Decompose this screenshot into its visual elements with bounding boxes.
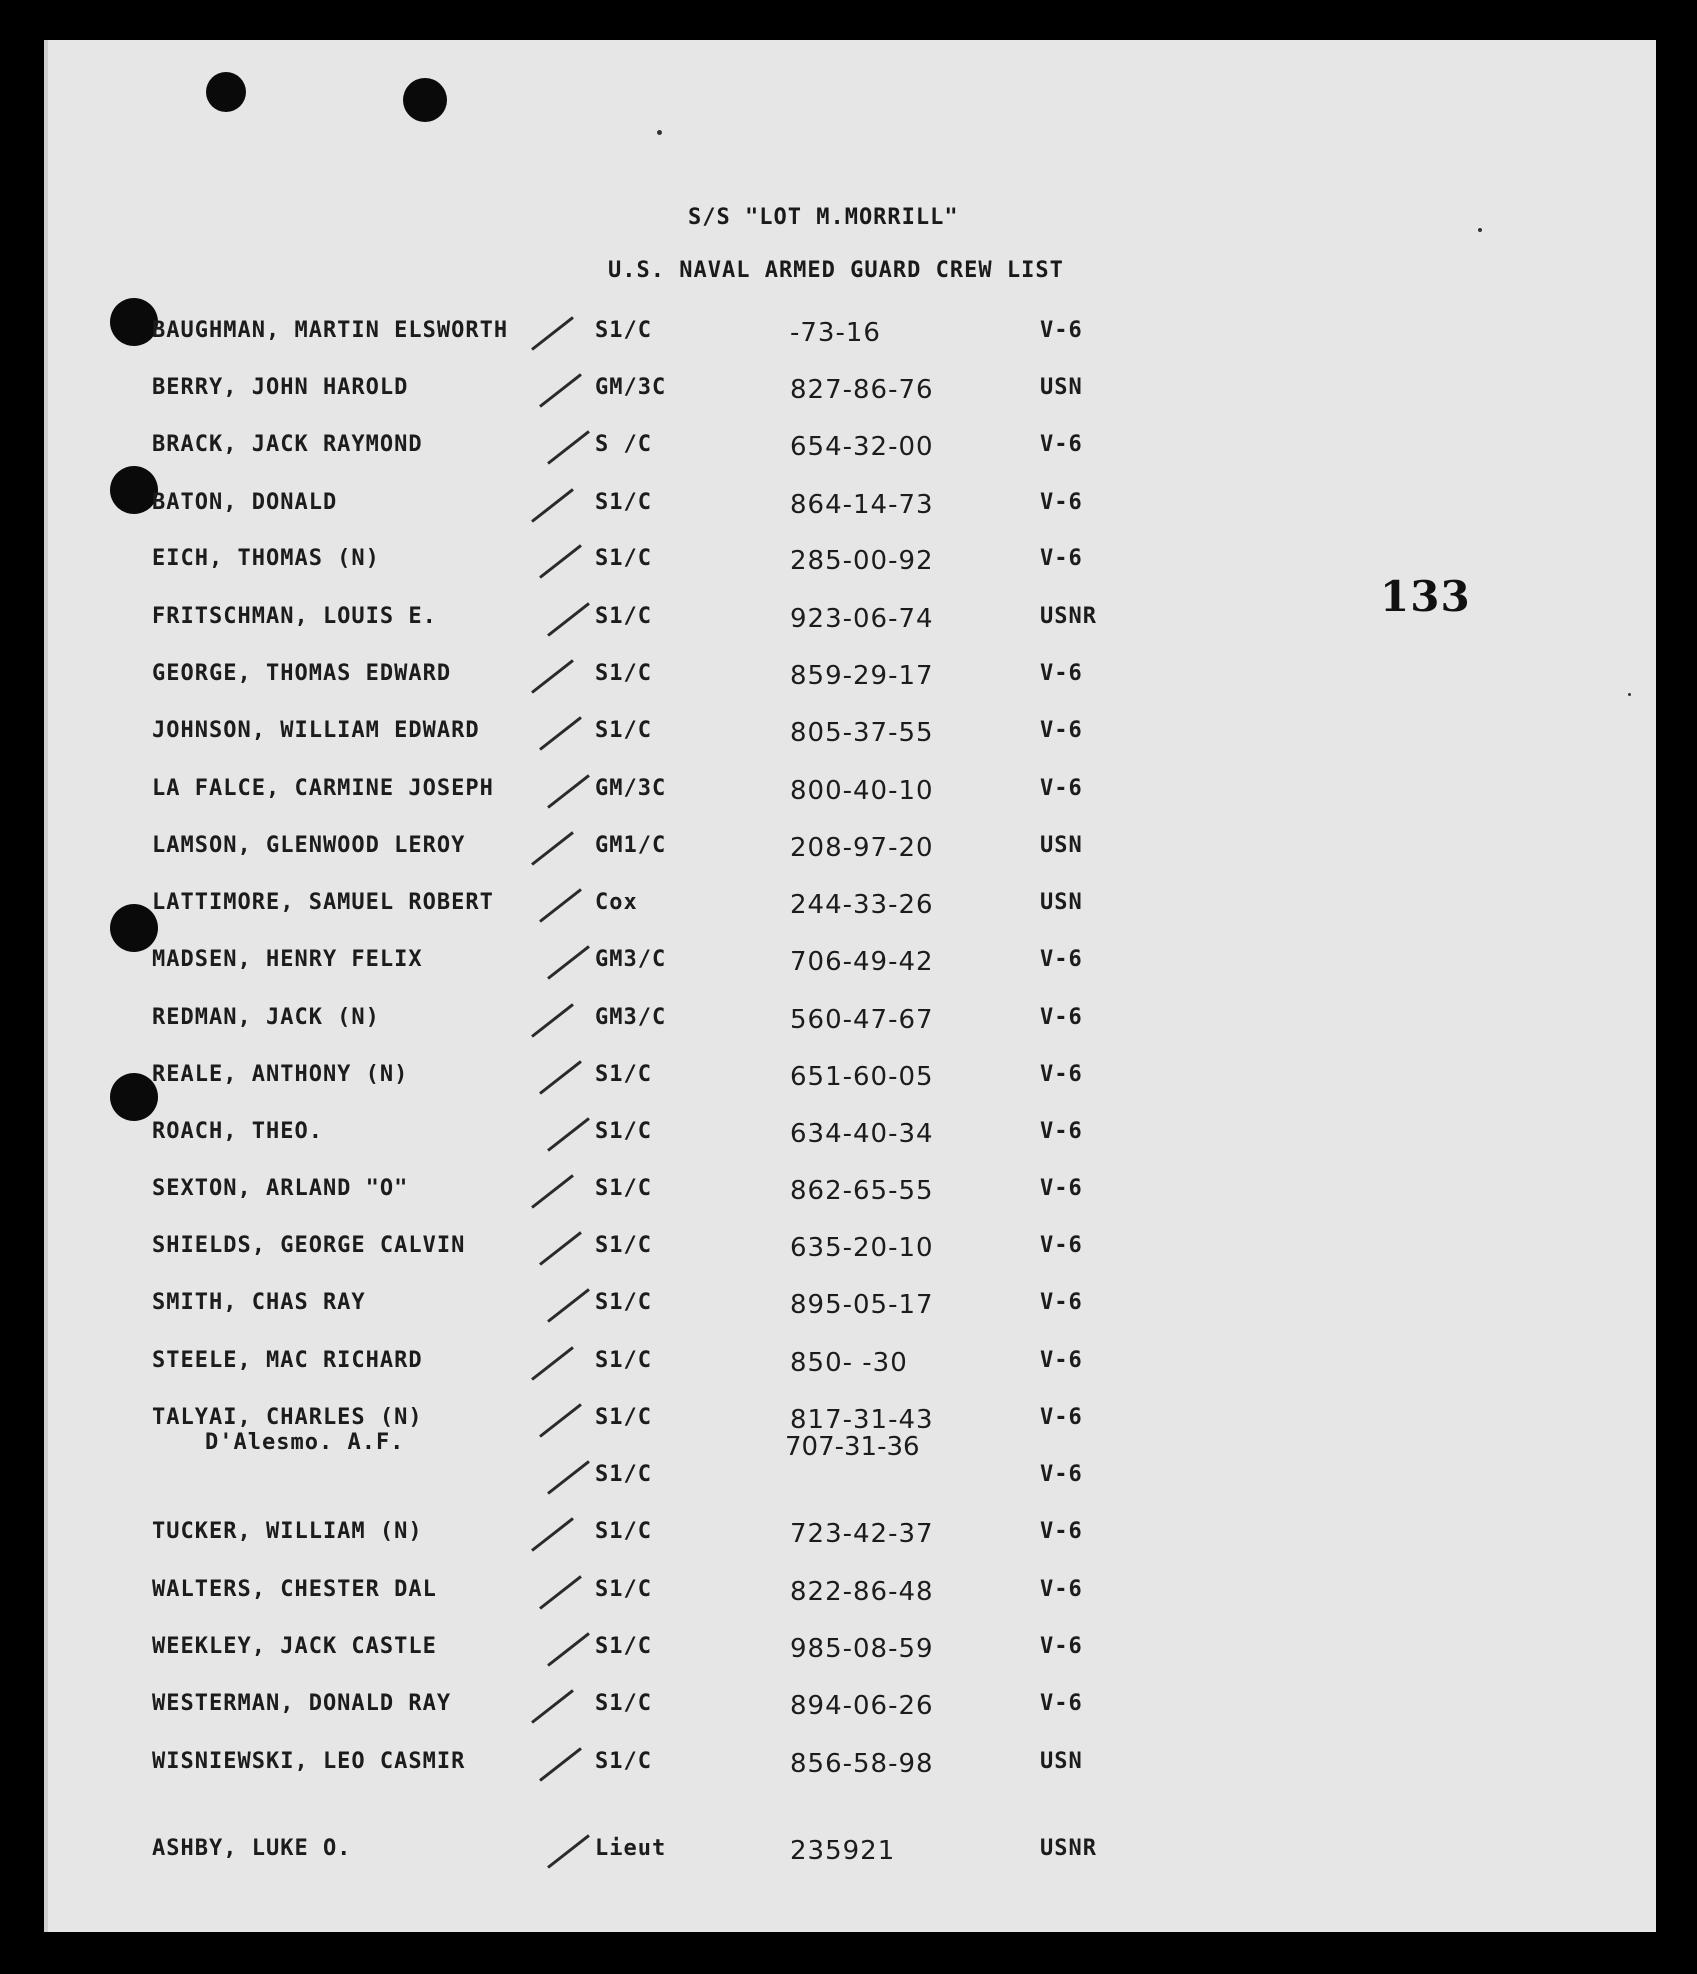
crew-service-number: 635-20-10 — [790, 1233, 934, 1263]
crew-status: V-6 — [1040, 947, 1083, 972]
crew-name: BRACK, JACK RAYMOND — [152, 432, 423, 457]
crew-row — [0, 833, 1697, 873]
crew-service-number: 822-86-48 — [790, 1577, 934, 1607]
crew-status: USN — [1040, 890, 1083, 915]
crew-row — [0, 1176, 1697, 1216]
crew-service-number: 850- -30 — [790, 1348, 908, 1378]
speck — [657, 130, 662, 135]
crew-service-number: 208-97-20 — [790, 833, 934, 863]
crew-name: TUCKER, WILLIAM (N) — [152, 1519, 423, 1544]
crew-rate: GM3/C — [595, 1005, 667, 1030]
crew-status: V-6 — [1040, 661, 1083, 686]
crew-name: WALTERS, CHESTER DAL — [152, 1577, 437, 1602]
crew-rate: S1/C — [595, 661, 652, 686]
crew-row — [0, 604, 1697, 644]
crew-row — [0, 1062, 1697, 1102]
crew-row — [0, 776, 1697, 816]
crew-row — [0, 661, 1697, 701]
handwritten-insertion-name: D'Alesmo. A.F. — [205, 1430, 405, 1455]
crew-rate: S1/C — [595, 1749, 652, 1774]
check-mark-icon — [539, 1575, 582, 1609]
crew-name: MADSEN, HENRY FELIX — [152, 947, 423, 972]
check-mark-icon — [547, 774, 590, 808]
crew-rate: Lieut — [595, 1836, 667, 1861]
check-mark-icon — [531, 659, 574, 693]
crew-row — [0, 1290, 1697, 1330]
handwritten-insertion-service-number: 707-31-36 — [785, 1432, 920, 1462]
check-mark-icon — [547, 1117, 590, 1151]
crew-status: V-6 — [1040, 1005, 1083, 1030]
check-mark-icon — [547, 1632, 590, 1666]
crew-name: ROACH, THEO. — [152, 1119, 323, 1144]
crew-name: SMITH, CHAS RAY — [152, 1290, 366, 1315]
crew-status: USNR — [1040, 604, 1097, 629]
crew-name: SHIELDS, GEORGE CALVIN — [152, 1233, 466, 1258]
crew-service-number: 817-31-43 — [790, 1405, 934, 1435]
crew-service-number: 244-33-26 — [790, 890, 934, 920]
crew-row — [0, 1348, 1697, 1388]
crew-rate: S1/C — [595, 1290, 652, 1315]
crew-status: V-6 — [1040, 1462, 1083, 1487]
check-mark-icon — [539, 373, 582, 407]
crew-rate: S1/C — [595, 1577, 652, 1602]
crew-name: WESTERMAN, DONALD RAY — [152, 1691, 452, 1716]
crew-rate: GM/3C — [595, 375, 667, 400]
crew-name: ASHBY, LUKE O. — [152, 1836, 352, 1861]
crew-status: V-6 — [1040, 1233, 1083, 1258]
crew-status: V-6 — [1040, 718, 1083, 743]
check-mark-icon — [531, 1174, 574, 1208]
crew-rate: S1/C — [595, 1119, 652, 1144]
crew-status: V-6 — [1040, 432, 1083, 457]
punch-hole — [206, 72, 246, 112]
crew-status: USN — [1040, 375, 1083, 400]
check-mark-icon — [547, 430, 590, 464]
crew-name: GEORGE, THOMAS EDWARD — [152, 661, 452, 686]
crew-rate: S1/C — [595, 1462, 652, 1487]
check-mark-icon — [539, 1231, 582, 1265]
crew-service-number: 923-06-74 — [790, 604, 934, 634]
crew-rate: S1/C — [595, 1634, 652, 1659]
crew-service-number: 654-32-00 — [790, 432, 934, 462]
ship-title: S/S "LOT M.MORRILL" — [688, 205, 959, 230]
page-number: 133 — [1380, 572, 1471, 621]
crew-service-number: 235921 — [790, 1836, 896, 1866]
crew-row — [0, 1749, 1697, 1789]
check-mark-icon — [539, 888, 582, 922]
crew-name: LAMSON, GLENWOOD LEROY — [152, 833, 466, 858]
crew-service-number: 985-08-59 — [790, 1634, 934, 1664]
check-mark-icon — [531, 1346, 574, 1380]
crew-service-number: 800-40-10 — [790, 776, 934, 806]
crew-rate: S1/C — [595, 490, 652, 515]
crew-rate: S1/C — [595, 1176, 652, 1201]
crew-name: BAUGHMAN, MARTIN ELSWORTH — [152, 318, 509, 343]
crew-row — [0, 375, 1697, 415]
crew-row — [0, 318, 1697, 358]
crew-row — [0, 890, 1697, 930]
list-subtitle: U.S. NAVAL ARMED GUARD CREW LIST — [608, 258, 1064, 283]
crew-rate: Cox — [595, 890, 638, 915]
crew-row — [0, 1836, 1697, 1876]
crew-service-number: 859-29-17 — [790, 661, 934, 691]
crew-name: BERRY, JOHN HAROLD — [152, 375, 409, 400]
crew-name: TALYAI, CHARLES (N) — [152, 1405, 423, 1430]
crew-service-number: 560-47-67 — [790, 1005, 934, 1035]
check-mark-icon — [531, 316, 574, 350]
crew-name: JOHNSON, WILLIAM EDWARD — [152, 718, 480, 743]
crew-name: REALE, ANTHONY (N) — [152, 1062, 409, 1087]
crew-rate: S1/C — [595, 318, 652, 343]
crew-rate: S1/C — [595, 1691, 652, 1716]
crew-status: V-6 — [1040, 1348, 1083, 1373]
crew-service-number: 894-06-26 — [790, 1691, 934, 1721]
check-mark-icon — [539, 1060, 582, 1094]
crew-row — [0, 947, 1697, 987]
check-mark-icon — [547, 1288, 590, 1322]
crew-rate: S1/C — [595, 1233, 652, 1258]
crew-rate: GM3/C — [595, 947, 667, 972]
crew-rate: S1/C — [595, 718, 652, 743]
crew-service-number: 723-42-37 — [790, 1519, 934, 1549]
check-mark-icon — [531, 831, 574, 865]
crew-status: V-6 — [1040, 1176, 1083, 1201]
crew-row — [0, 1119, 1697, 1159]
crew-status: V-6 — [1040, 490, 1083, 515]
crew-service-number: 862-65-55 — [790, 1176, 934, 1206]
crew-row — [0, 490, 1697, 530]
crew-row — [0, 1005, 1697, 1045]
crew-status: V-6 — [1040, 1577, 1083, 1602]
crew-status: V-6 — [1040, 318, 1083, 343]
crew-row — [0, 546, 1697, 586]
crew-service-number: 895-05-17 — [790, 1290, 934, 1320]
crew-row — [0, 1462, 1697, 1502]
crew-name: BATON, DONALD — [152, 490, 338, 515]
crew-service-number: 634-40-34 — [790, 1119, 934, 1149]
crew-rate: S1/C — [595, 1519, 652, 1544]
crew-name: WEEKLEY, JACK CASTLE — [152, 1634, 437, 1659]
crew-row — [0, 1577, 1697, 1617]
check-mark-icon — [531, 1003, 574, 1037]
crew-name: SEXTON, ARLAND "O" — [152, 1176, 409, 1201]
crew-name: REDMAN, JACK (N) — [152, 1005, 380, 1030]
check-mark-icon — [539, 716, 582, 750]
check-mark-icon — [531, 1689, 574, 1723]
crew-service-number: 856-58-98 — [790, 1749, 934, 1779]
crew-status: USNR — [1040, 1836, 1097, 1861]
crew-row — [0, 718, 1697, 758]
check-mark-icon — [531, 488, 574, 522]
crew-name: STEELE, MAC RICHARD — [152, 1348, 423, 1373]
check-mark-icon — [539, 1747, 582, 1781]
crew-rate: S1/C — [595, 1348, 652, 1373]
crew-rate: S1/C — [595, 546, 652, 571]
crew-row — [0, 1519, 1697, 1559]
crew-rate: GM/3C — [595, 776, 667, 801]
check-mark-icon — [539, 1403, 582, 1437]
check-mark-icon — [531, 1517, 574, 1551]
crew-status: USN — [1040, 833, 1083, 858]
crew-status: V-6 — [1040, 1519, 1083, 1544]
crew-rate: GM1/C — [595, 833, 667, 858]
crew-rate: S1/C — [595, 604, 652, 629]
crew-row — [0, 432, 1697, 472]
crew-status: V-6 — [1040, 1691, 1083, 1716]
crew-status: V-6 — [1040, 1405, 1083, 1430]
crew-name: FRITSCHMAN, LOUIS E. — [152, 604, 437, 629]
crew-service-number: 651-60-05 — [790, 1062, 934, 1092]
crew-status: V-6 — [1040, 1290, 1083, 1315]
check-mark-icon — [547, 1460, 590, 1494]
crew-status: V-6 — [1040, 1062, 1083, 1087]
crew-rate: S1/C — [595, 1062, 652, 1087]
crew-status: V-6 — [1040, 1634, 1083, 1659]
crew-service-number: 285-00-92 — [790, 546, 934, 576]
crew-name: LA FALCE, CARMINE JOSEPH — [152, 776, 494, 801]
check-mark-icon — [547, 602, 590, 636]
check-mark-icon — [547, 945, 590, 979]
crew-status: V-6 — [1040, 546, 1083, 571]
crew-rate: S1/C — [595, 1405, 652, 1430]
crew-service-number: 706-49-42 — [790, 947, 934, 977]
check-mark-icon — [547, 1834, 590, 1868]
crew-service-number: -73-16 — [790, 318, 881, 348]
crew-service-number: 805-37-55 — [790, 718, 934, 748]
crew-status: V-6 — [1040, 1119, 1083, 1144]
crew-name: LATTIMORE, SAMUEL ROBERT — [152, 890, 494, 915]
crew-rate: S /C — [595, 432, 652, 457]
check-mark-icon — [539, 544, 582, 578]
crew-row — [0, 1233, 1697, 1273]
crew-service-number: 864-14-73 — [790, 490, 934, 520]
crew-name: EICH, THOMAS (N) — [152, 546, 380, 571]
crew-status: V-6 — [1040, 776, 1083, 801]
crew-service-number: 827-86-76 — [790, 375, 934, 405]
crew-row — [0, 1691, 1697, 1731]
crew-row — [0, 1634, 1697, 1674]
punch-hole — [403, 78, 447, 122]
crew-name: WISNIEWSKI, LEO CASMIR — [152, 1749, 466, 1774]
crew-status: USN — [1040, 1749, 1083, 1774]
